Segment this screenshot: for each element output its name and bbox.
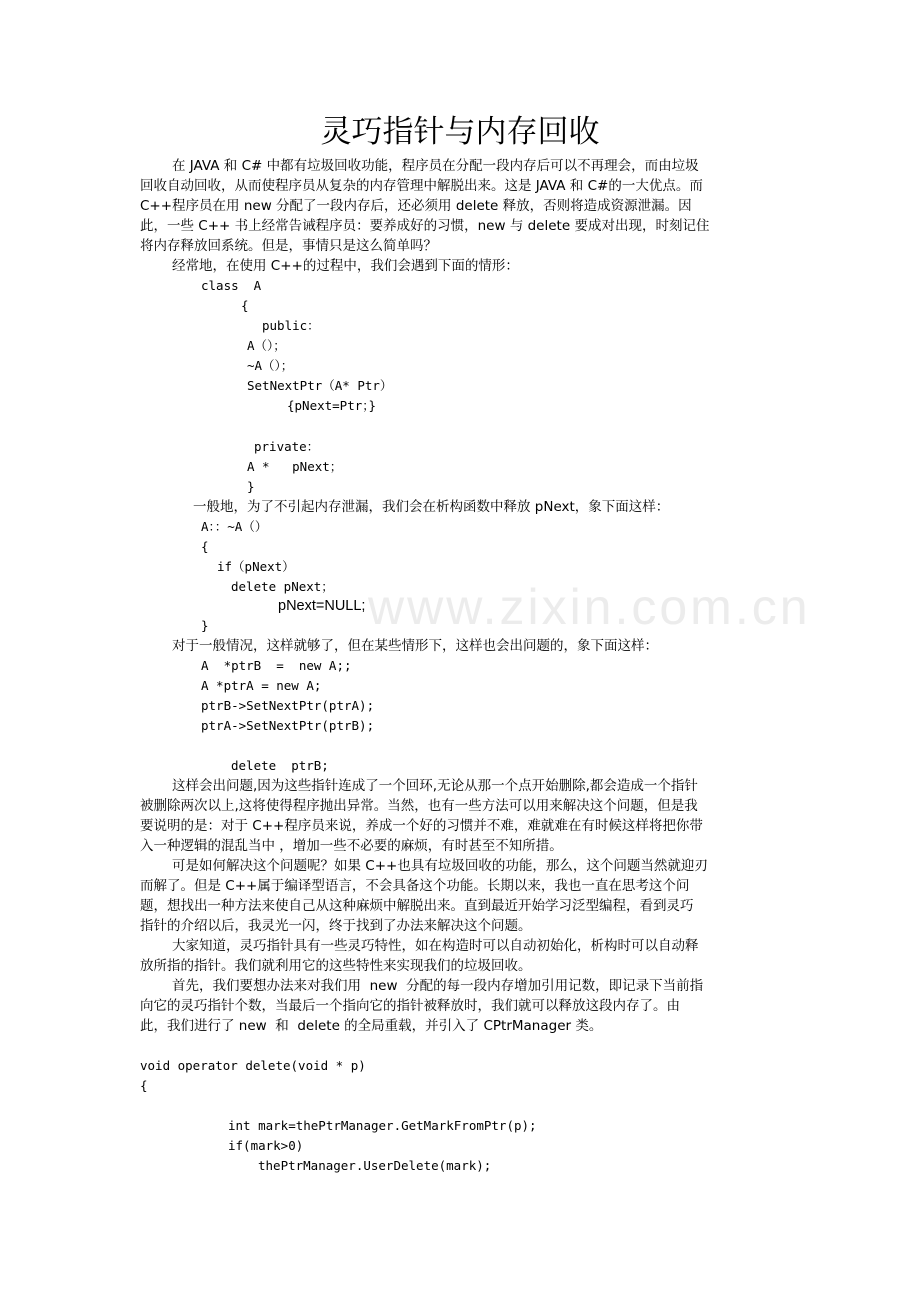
paragraph-line: 指针的介绍以后，我灵光一闪，终于找到了办法来解决这个问题。 bbox=[140, 918, 532, 934]
code-line: A：：~A（） bbox=[201, 519, 268, 534]
code-line: if(mark>0) bbox=[228, 1138, 304, 1153]
code-line: SetNextPtr（A* Ptr） bbox=[247, 378, 393, 393]
code-line: A（）； bbox=[247, 338, 286, 353]
code-line: ptrB->SetNextPtr(ptrA); bbox=[201, 698, 375, 713]
code-line: {pNext=Ptr；} bbox=[287, 398, 377, 413]
paragraph-line: 要说明的是：对于 C++程序员来说，养成一个好的习惯并不难，难就难在有时候这样将把你带 bbox=[140, 818, 703, 834]
code-line: delete ptrB; bbox=[231, 758, 329, 773]
code-line: thePtrManager.UserDelete(mark); bbox=[258, 1158, 492, 1173]
paragraph-line: 可是如何解决这个问题呢？如果 C++也具有垃圾回收的功能，那么，这个问题当然就迎刃 bbox=[172, 858, 708, 874]
paragraph-line: 回收自动回收，从而使程序员从复杂的内存管理中解脱出来。这是 JAVA 和 C#的一大优点。而 bbox=[140, 178, 703, 194]
paragraph-line: 放所指的指针。我们就利用它的这些特性来实现我们的垃圾回收。 bbox=[140, 958, 532, 974]
code-line: ptrA->SetNextPtr(ptrB); bbox=[201, 718, 375, 733]
code-line: void operator delete(void * p) bbox=[140, 1058, 366, 1073]
paragraph-line: 入一种逻辑的混乱当中 ，增加一些不必要的麻烦，有时甚至不知所措。 bbox=[140, 838, 563, 854]
code-line: { bbox=[140, 1078, 148, 1093]
code-line: ~A（）； bbox=[247, 358, 294, 373]
code-line: private： bbox=[254, 439, 320, 454]
code-line: { bbox=[201, 539, 209, 554]
code-line: } bbox=[201, 618, 209, 633]
code-line: int mark=thePtrManager.GetMarkFromPtr(p); bbox=[228, 1118, 537, 1133]
code-line: A *ptrB = new A;; bbox=[201, 658, 352, 673]
paragraph-line: 大家知道，灵巧指针具有一些灵巧特性，如在构造时可以自动初始化，析构时可以自动释 bbox=[172, 938, 699, 954]
paragraph-line: 题，想找出一种方法来使自己从这种麻烦中解脱出来。直到最近开始学习泛型编程，看到灵巧 bbox=[140, 898, 694, 914]
paragraph-line: C++程序员在用 new 分配了一段内存后，还必须用 delete 释放，否则将造成资源泄漏。因 bbox=[140, 198, 692, 214]
paragraph-line: 而解了。但是 C++属于编译型语言，不会具备这个功能。长期以来，我也一直在思考这个问 bbox=[140, 878, 690, 894]
paragraph-line: 在 JAVA 和 C# 中都有垃圾回收功能，程序员在分配一段内存后可以不再理会，而由垃圾 bbox=[172, 158, 699, 174]
paragraph-line: 对于一般情况，这样就够了，但在某些情形下，这样也会出问题的，象下面这样： bbox=[172, 638, 658, 654]
code-line: A * pNext； bbox=[247, 459, 343, 474]
paragraph-line: 向它的灵巧指针个数，当最后一个指向它的指针被释放时，我们就可以释放这段内存了。由 bbox=[140, 998, 680, 1014]
paragraph-line: 一般地，为了不引起内存泄漏，我们会在析构函数中释放 pNext，象下面这样： bbox=[193, 499, 670, 515]
code-line: if（pNext） bbox=[217, 559, 295, 574]
paragraph-line: 首先，我们要想办法来对我们用 new 分配的每一段内存增加引用记数，即记录下当前指 bbox=[172, 978, 704, 994]
paragraph-line: 此，我们进行了 new 和 delete 的全局重载，并引入了 CPtrManager 类。 bbox=[140, 1018, 603, 1034]
paragraph-line: 被删除两次以上,这将使得程序抛出异常。当然，也有一些方法可以用来解决这个问题，但是我 bbox=[140, 798, 698, 814]
watermark: www.zixin.com.cn bbox=[368, 579, 811, 635]
code-line: A *ptrA = new A; bbox=[201, 678, 322, 693]
page-title: 灵巧指针与内存回收 bbox=[320, 114, 600, 150]
paragraph-line: 将内存释放回系统。但是，事情只是这么简单吗？ bbox=[140, 238, 437, 254]
code-line: } bbox=[247, 479, 255, 494]
code-line: delete pNext； bbox=[231, 579, 334, 594]
paragraph-line: 此，一些 C++ 书上经常告诫程序员：要养成好的习惯，new 与 delete 要成对出现，时刻记住 bbox=[140, 218, 710, 234]
code-line: public： bbox=[262, 318, 320, 333]
code-line: pNext=NULL; bbox=[278, 598, 366, 614]
code-line: { bbox=[241, 298, 249, 313]
paragraph-line: 这样会出问题,因为这些指针连成了一个回环,无论从那一个点开始删除,都会造成一个指针 bbox=[172, 778, 698, 794]
paragraph-line: 经常地，在使用 C++的过程中，我们会遇到下面的情形： bbox=[172, 258, 519, 274]
code-line: class A bbox=[201, 278, 262, 293]
